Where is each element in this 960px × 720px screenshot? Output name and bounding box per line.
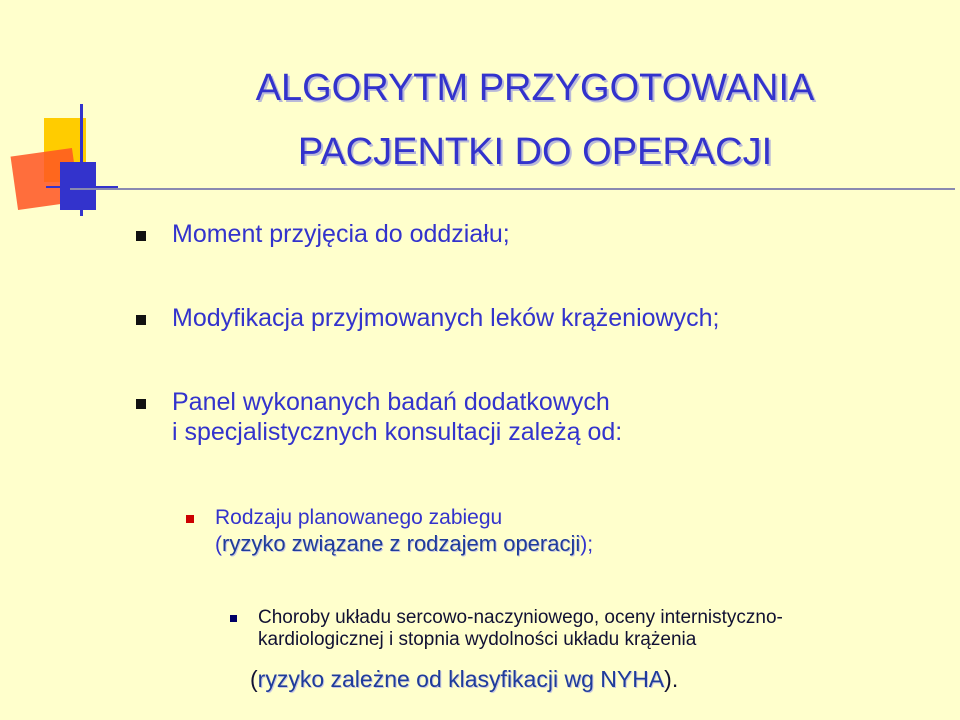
bullet-text-line-2: i specjalistycznych konsultacji zależą od:: [172, 417, 623, 446]
title-divider: [70, 188, 955, 190]
bullet-admission: [172, 220, 510, 250]
sub-sub-bullet-text-line-1: Choroby układu sercowo-naczyniowego, oceny internistyczno-: [258, 607, 783, 628]
red-square-bullet-icon: [186, 515, 194, 523]
square-bullet-icon: [136, 315, 146, 325]
sub-sub-bullet-cardio: [258, 607, 783, 652]
sub-sub-bullet-text-line-2: kardiologicznej i stopnia wydolności układu krążenia: [258, 629, 697, 651]
square-bullet-icon: [136, 399, 146, 409]
bullet-text: Modyfikacja przyjmowanych leków krążeniowych;: [172, 304, 720, 332]
paren-open: (: [215, 532, 222, 556]
square-bullet-icon: [136, 231, 146, 241]
sub-bullet-procedure-type: [215, 506, 593, 558]
paren-close: ).: [664, 666, 679, 692]
nyha-risk-emphasis: ryzyko zależne od klasyfikacji wg NYHA: [257, 666, 665, 692]
slide-title: [130, 56, 940, 184]
sub-bullet-text-line-1: Rodzaju planowanego zabiegu: [215, 506, 503, 529]
bullet-text: Moment przyjęcia do oddziału;: [172, 220, 510, 248]
paren-open: (: [250, 666, 258, 692]
title-line-2: PACJENTKI DO OPERACJI: [297, 131, 773, 173]
bullet-medication: [172, 304, 719, 334]
title-line-1: ALGORYTM PRZYGOTOWANIA: [255, 67, 815, 109]
decorative-vertical-line: [80, 104, 83, 216]
sub-bullet-text-line-2: [215, 531, 593, 558]
risk-emphasis: ryzyko związane z rodzajem operacji: [222, 530, 581, 556]
paren-close: );: [580, 532, 594, 556]
nyha-risk-line: [250, 666, 678, 693]
bullet-text-line-1: Panel wykonanych badań dodatkowych: [172, 388, 610, 416]
navy-square-bullet-icon: [230, 615, 237, 622]
bullet-tests-panel: [172, 388, 622, 447]
